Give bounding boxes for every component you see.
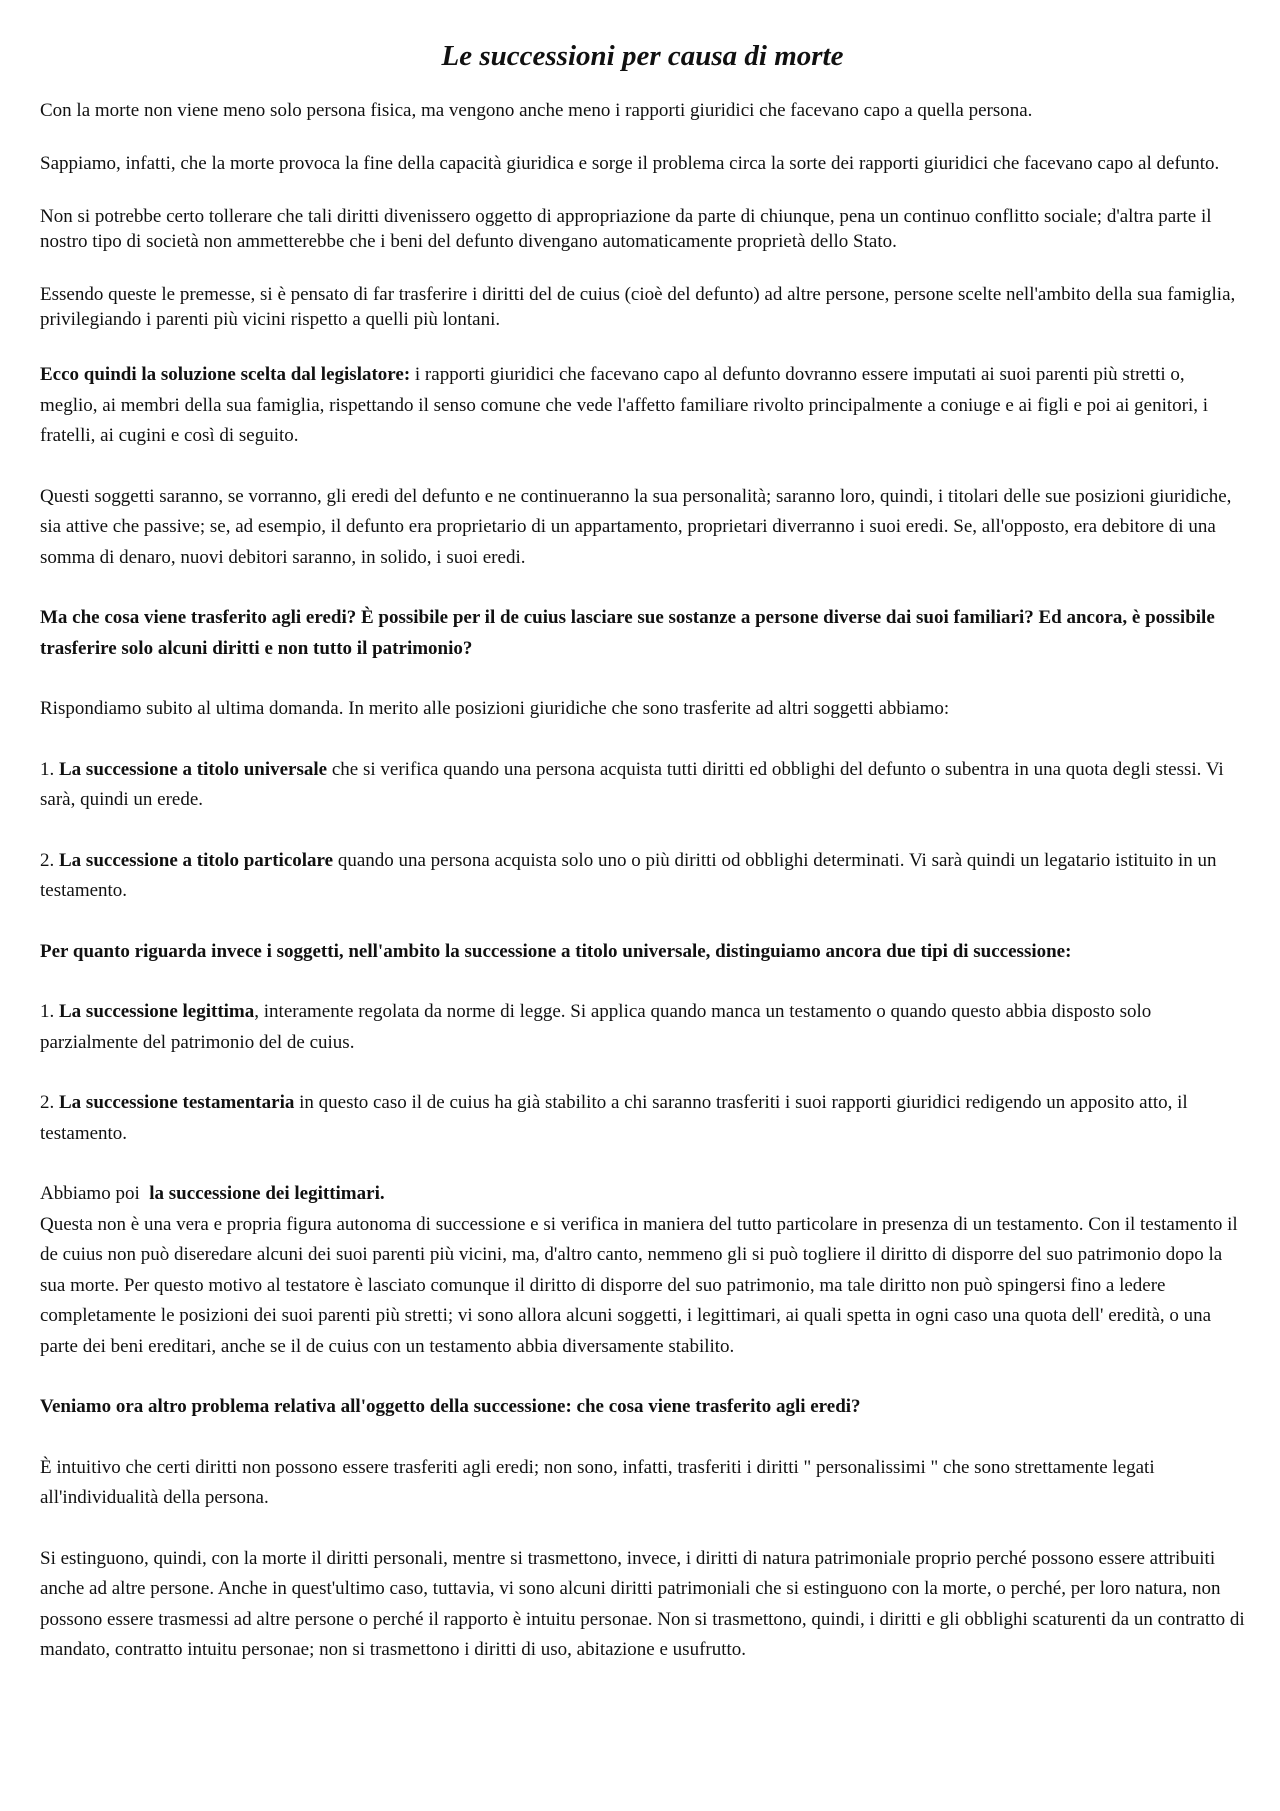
list-item-legittima	[40, 997, 1245, 1058]
paragraph-9	[40, 937, 1245, 968]
list-item-universal	[40, 755, 1245, 816]
list-item-bold: La successione a titolo particolare	[59, 849, 334, 871]
paragraph-2: Sappiamo, infatti, che la morte provoca la fine della capacità giuridica e sorge il problema circa la sorte dei rapporti giuridici che facevano capo al defunto.	[40, 153, 1220, 174]
paragraph-13: È intuitivo che certi diritti non possono essere trasferiti agli eredi; non sono, infatti, trasferiti i diritti " personalissimi " che sono strettamente legati all'individualità della persona.	[40, 1456, 1155, 1508]
paragraph-12-bold: Veniamo ora altro problema relativa all'oggetto della successione: che cosa viene trasferito agli eredi?	[40, 1396, 861, 1417]
paragraph-1: Con la morte non viene meno solo persona fisica, ma vengono anche meno i rapporti giuridici che facevano capo a quella persona.	[40, 100, 1033, 121]
list-item-bold: La successione legittima	[59, 1001, 255, 1022]
list-item-number: 1.	[40, 1001, 59, 1022]
paragraph-5	[40, 360, 1245, 452]
list-item-number: 2.	[40, 1092, 59, 1113]
list-item-text: in questo caso il de cuius ha già stabilito a chi saranno trasferiti i suoi rapporti giuridici redigendo un apposito atto, il testamento.	[40, 1092, 1188, 1144]
list-item-text: che si verifica quando una persona acquista tutti diritti ed obblighi del defunto o subentra in una quota degli stessi. Vi sarà, quindi un erede.	[40, 758, 1224, 810]
paragraph-10-bold: la successione dei legittimari.	[149, 1183, 385, 1204]
paragraph-7-bold: Ma che cosa viene trasferito agli eredi? È possibile per il de cuius lasciare sue sostanze a persone diverse dai suoi familiari? Ed ancora, è possibile trasferire solo alcuni diritti e non tutto il patrimonio?	[40, 607, 1215, 659]
list-item-particular	[40, 846, 1245, 907]
paragraph-5-bold: Ecco quindi la soluzione scelta dal legislatore:	[40, 364, 411, 385]
list-item-testamentaria	[40, 1088, 1245, 1149]
paragraph-12	[40, 1392, 1245, 1423]
list-item-text: , interamente regolata da norme di legge. Si applica quando manca un testamento o quando questo abbia disposto solo parzialmente del patrimonio del de cuius.	[40, 1001, 1152, 1053]
paragraph-3: Non si potrebbe certo tollerare che tali diritti divenissero oggetto di appropriazione da parte di chiunque, pena un continuo conflitto sociale; d'altra parte il nostro tipo di società non ammetterebbe che i beni del defunto divengano automaticamente proprietà dello Stato.	[40, 206, 1212, 252]
list-item-number: 1.	[40, 758, 59, 780]
paragraph-7	[40, 603, 1245, 664]
paragraph-9-bold: Per quanto riguarda invece i soggetti, nell'ambito la successione a titolo universale, distinguiamo ancora due tipi di successione:	[40, 940, 1072, 962]
list-item-text: quando una persona acquista solo uno o più diritti od obblighi determinati. Vi sarà quindi un legatario istituito in un testamento.	[40, 849, 1217, 901]
paragraph-14: Si estinguono, quindi, con la morte il diritti personali, mentre si trasmettono, invece, i diritti di natura patrimoniale proprio perché possono essere attribuiti anche ad altre persone. Anche in quest'ultimo caso, tuttavia, vi sono alcuni diritti patrimoniali che si estinguono con la morte, o perché, per loro natura, non possono essere trasmessi ad altre persone o perché il rapporto è intuitu personae. Non si trasmettono, quindi, i diritti e gli obblighi scaturenti da un contratto di mandato, contratto intuitu personae; non si trasmettono i diritti di uso, abitazione e usufrutto.	[40, 1547, 1245, 1660]
paragraph-10-lead: Abbiamo poi	[40, 1183, 150, 1204]
paragraph-6: Questi soggetti saranno, se vorranno, gli eredi del defunto e ne continueranno la sua personalità; saranno loro, quindi, i titolari delle sue posizioni giuridiche, sia attive che passive; se, ad esempio, il defunto era proprietario di un appartamento, proprietari diverranno i suoi eredi. Se, all'opposto, era debitore di una somma di denaro, nuovi debitori saranno, in solido, i suoi eredi.	[40, 485, 1232, 568]
list-item-number: 2.	[40, 849, 59, 871]
paragraph-10	[40, 1179, 1245, 1210]
list-item-bold: La successione a titolo universale	[59, 758, 328, 780]
paragraph-5-text: i rapporti giuridici che facevano capo al defunto dovranno essere imputati ai suoi parenti più stretti o, meglio, ai membri della sua famiglia, rispettando il senso comune che vede l'affetto familiare rivolto principalmente a coniuge e ai figli e poi ai genitori, i fratelli, ai cugini e così di seguito.	[40, 364, 1209, 446]
document-page	[40, 38, 1245, 1696]
list-item-bold: La successione testamentaria	[59, 1092, 295, 1113]
paragraph-11: Questa non è una vera e propria figura autonoma di successione e si verifica in maniera del tutto particolare in presenza di un testamento. Con il testamento il de cuius non può diseredare alcuni dei suoi parenti più vicini, ma, d'altro canto, nemmeno gli si può togliere il diritto di disporre del suo patrimonio dopo la sua morte. Per questo motivo al testatore è lasciato comunque il diritto di disporre del suo patrimonio, ma tale diritto non può spingersi fino a ledere completamente le posizioni dei suoi parenti più stretti; vi sono allora alcuni soggetti, i legittimari, ai quali spetta in ogni caso una quota dell' eredità, o una parte dei beni ereditari, anche se il de cuius con un testamento abbia diversamente stabilito.	[40, 1213, 1238, 1357]
paragraph-8: Rispondiamo subito al ultima domanda. In merito alle posizioni giuridiche che sono trasferite ad altri soggetti abbiamo:	[40, 698, 950, 719]
document-title: Le successioni per causa di morte	[441, 40, 844, 72]
paragraph-4: Essendo queste le premesse, si è pensato di far trasferire i diritti del de cuius (cioè del defunto) ad altre persone, persone scelte nell'ambito della sua famiglia, privilegiando i parenti più vicini rispetto a quelli più lontani.	[40, 284, 1236, 330]
